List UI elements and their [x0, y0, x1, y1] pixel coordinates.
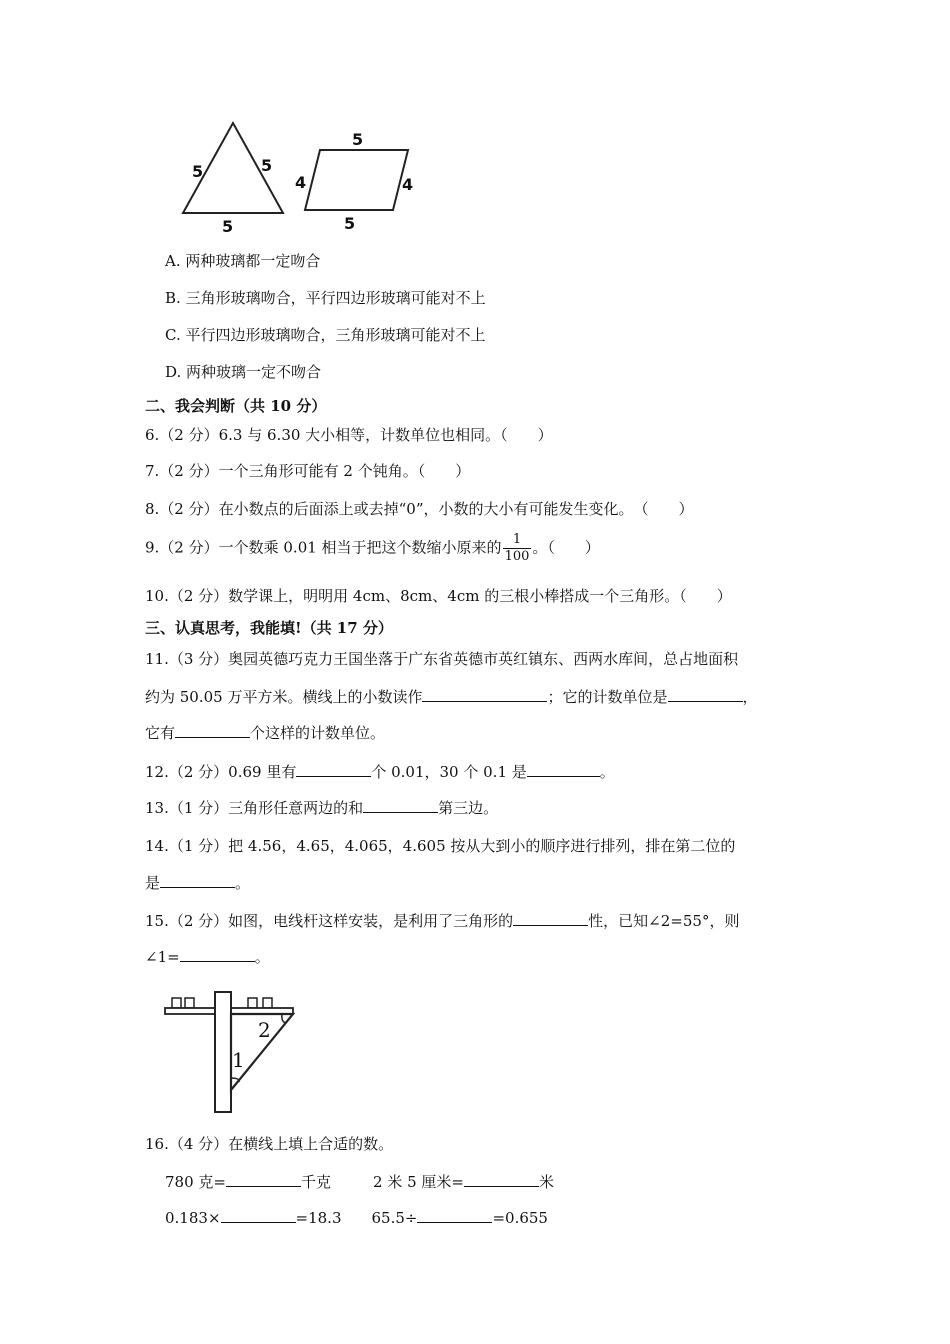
parallelogram-left-label: 4 — [295, 173, 307, 192]
question-16-title: 16.（4 分）在横线上填上合适的数。 — [145, 1135, 394, 1153]
answer-blank[interactable] — [464, 1172, 539, 1187]
question-12: 12.（2 分）0.69 里有 个 0.01，30 个 0.1 是 。 — [145, 763, 615, 781]
insulator-icon — [172, 998, 181, 1008]
answer-blank[interactable] — [417, 1208, 492, 1223]
triangle-bottom-label: 5 — [222, 217, 234, 236]
question-8: 8.（2 分）在小数点的后面添上或去掉“0”，小数的大小有可能发生变化。 （ ） — [145, 500, 694, 518]
answer-blank[interactable] — [221, 1208, 296, 1223]
question-15-line2: ∠1= 。 — [145, 948, 270, 966]
question-11-line3: 它有 个这样的计数单位。 — [145, 724, 386, 742]
answer-blank[interactable] — [363, 798, 438, 813]
insulator-icon — [263, 998, 272, 1008]
answer-blank[interactable] — [296, 762, 371, 777]
question-14-line2: 是 。 — [145, 874, 251, 892]
option-c: C. 平行四边形玻璃吻合，三角形玻璃可能对不上 — [165, 326, 486, 344]
question-11-line1: 11.（3 分）奥园英德巧克力王国坐落于广东省英德市英红镇东、西两水库间，总占地面积 — [145, 650, 739, 668]
question-7: 7.（2 分）一个三角形可能有 2 个钝角。（ ） — [145, 462, 471, 480]
section-2-title: 二、我会判断（共 10 分） — [145, 397, 327, 415]
insulator-icon — [248, 998, 257, 1008]
parallelogram-top-label: 5 — [352, 130, 364, 149]
triangle-left-label: 5 — [192, 162, 204, 181]
parallelogram — [305, 150, 408, 210]
shapes-figure — [170, 115, 430, 240]
section-3-title: 三、认真思考，我能填!（共 17 分） — [145, 619, 393, 637]
question-16-row1: 780 克= 千克 2 米 5 厘米= 米 — [165, 1173, 554, 1191]
utility-pole-figure — [160, 990, 305, 1115]
question-14-line1: 14.（1 分）把 4.56，4.65，4.065，4.605 按从大到小的顺序进行排列，排在第二位的 — [145, 837, 736, 855]
question-9: 9.（2 分）一个数乘 0.01 相当于把这个数缩小原来的 $\frac{1}{100}$ 。（ ） — [145, 532, 600, 564]
parallelogram-right-label: 4 — [402, 175, 414, 194]
pole — [215, 992, 231, 1112]
option-a: A. 两种玻璃都一定吻合 — [165, 252, 321, 270]
question-11-line2: 约为 50.05 万平方米。横线上的小数读作 ；它的计数单位是 ， — [145, 688, 758, 706]
question-13: 13.（1 分）三角形任意两边的和 第三边。 — [145, 799, 499, 817]
question-10: 10.（2 分）数学课上，明明用 4cm、8cm、4cm 的三根小棒搭成一个三角形。（ ） — [145, 587, 732, 605]
answer-blank[interactable] — [513, 911, 588, 926]
answer-blank[interactable] — [226, 1172, 301, 1187]
answer-blank[interactable] — [527, 762, 600, 777]
triangle-right-label: 5 — [261, 156, 273, 175]
fraction: $\frac{1}{100}$ — [504, 532, 530, 564]
insulator-icon — [185, 998, 194, 1008]
option-b: B. 三角形玻璃吻合，平行四边形玻璃可能对不上 — [165, 289, 486, 307]
answer-blank[interactable] — [422, 687, 547, 702]
question-16-row2: 0.183× =18.3 65.5÷ =0.655 — [165, 1209, 548, 1227]
question-15-line1: 15.（2 分）如图，电线杆这样安装，是利用了三角形的 性，已知∠2=55°，则 — [145, 912, 740, 930]
angle-1-label: 1 — [232, 1048, 245, 1072]
answer-blank[interactable] — [160, 873, 235, 888]
option-d: D. 两种玻璃一定不吻合 — [165, 363, 322, 381]
answer-blank[interactable] — [180, 947, 255, 962]
question-6: 6.（2 分）6.3 与 6.30 大小相等，计数单位也相同。（ ） — [145, 426, 553, 444]
angle-2-label: 2 — [258, 1018, 271, 1042]
answer-blank[interactable] — [175, 723, 250, 738]
parallelogram-bottom-label: 5 — [344, 214, 356, 233]
answer-blank[interactable] — [668, 687, 743, 702]
